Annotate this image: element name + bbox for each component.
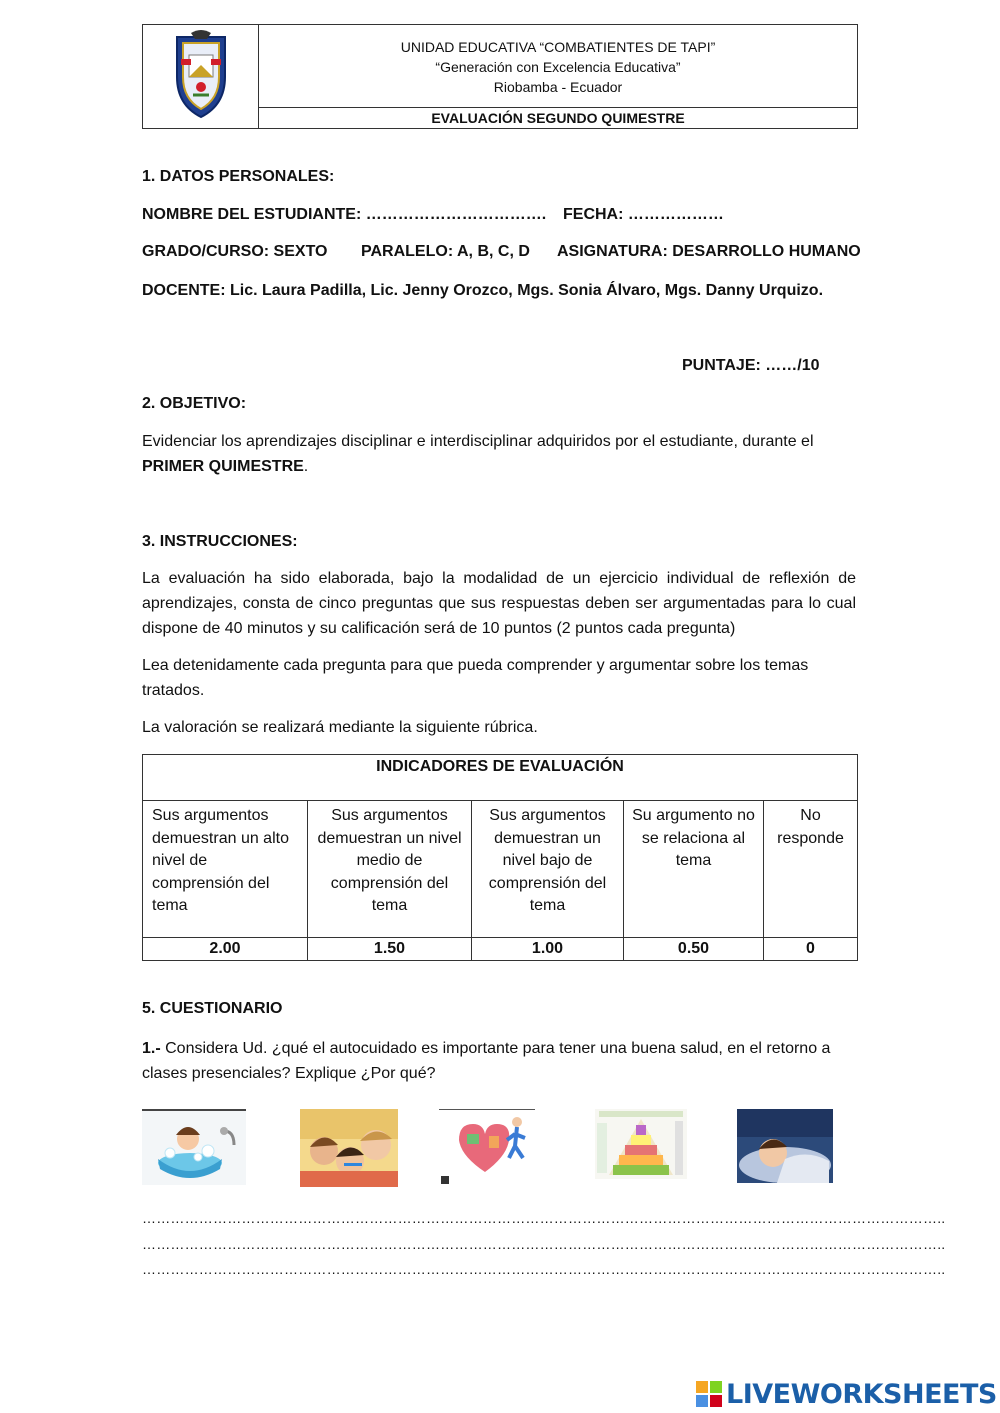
instructions-paragraph-2: Lea detenidamente cada pregunta para que pueda comprender y argumentar sobre los temas tratados. bbox=[142, 657, 809, 699]
liveworksheets-wordmark: LIVEWORKSHEETS bbox=[726, 1378, 997, 1410]
instructions-paragraph-1: La evaluación ha sido elaborada, bajo la modalidad de un ejercicio individual de reflexión de aprendizajes, consta de cinco preguntas que sus respuestas deben ser argumentadas para lo cual dispone de 40 minutos y su calificación será de 10 puntos (2 puntos cada pregunta) bbox=[142, 570, 856, 637]
objective-text-main: Evidenciar los aprendizajes disciplinar e interdisciplinar adquiridos por el estudiante, durante el bbox=[142, 433, 814, 450]
exam-title: EVALUACIÓN SEGUNDO QUIMESTRE bbox=[259, 107, 857, 128]
subject-label: ASIGNATURA: DESARROLLO HUMANO bbox=[557, 243, 861, 260]
rubric-indicator-low: Sus argumentos demuestran un nivel bajo de comprensión del tema bbox=[472, 801, 624, 937]
rubric-indicator-no-answer: No responde bbox=[777, 807, 844, 847]
question-1 bbox=[142, 1036, 858, 1086]
section-personal-data-title: 1. DATOS PERSONALES: bbox=[142, 168, 335, 185]
school-motto: “Generación con Excelencia Educativa” bbox=[435, 59, 681, 75]
objective-text-end: . bbox=[303, 458, 309, 475]
rubric-score-low: 1.00 bbox=[472, 937, 624, 960]
section-questionnaire-title: 5. CUESTIONARIO bbox=[142, 1000, 283, 1017]
liveworksheets-logo bbox=[696, 1377, 997, 1411]
teachers-label: DOCENTE: Lic. Laura Padilla, Lic. Jenny Orozco, Mgs. Sonia Álvaro, Mgs. Danny Urquizo. bbox=[142, 282, 824, 299]
answer-line-3[interactable]: …………………………………………………………………………………………………………………………………………………….. bbox=[142, 1261, 946, 1277]
grade-label: GRADO/CURSO: SEXTO bbox=[142, 243, 328, 260]
objective-text-emphasis: PRIMER QUIMESTRE bbox=[142, 458, 304, 475]
school-city: Riobamba - Ecuador bbox=[493, 79, 623, 95]
rubric-table bbox=[142, 754, 858, 961]
school-logo-cell bbox=[143, 25, 259, 128]
document-header bbox=[142, 24, 858, 129]
objective-text bbox=[142, 429, 854, 479]
instructions-paragraph-3: La valoración se realizará mediante la siguiente rúbrica. bbox=[142, 719, 538, 736]
school-crest-icon bbox=[143, 25, 258, 128]
bath-image bbox=[142, 1109, 246, 1185]
answer-line-1[interactable]: …………………………………………………………………………………………………………………………………………………….. bbox=[142, 1210, 946, 1226]
rubric-score-unrelated: 0.50 bbox=[624, 937, 764, 960]
answer-line-2[interactable]: …………………………………………………………………………………………………………………………………………………….. bbox=[142, 1236, 946, 1252]
section-instructions-title: 3. INSTRUCCIONES: bbox=[142, 533, 298, 550]
rubric-indicator-unrelated: Su argumento no se relaciona al tema bbox=[624, 801, 764, 937]
rubric-score-medium: 1.50 bbox=[308, 937, 472, 960]
student-name-field[interactable]: NOMBRE DEL ESTUDIANTE: ……………………………. bbox=[142, 206, 547, 223]
question-1-number: 1.- bbox=[142, 1040, 161, 1057]
rubric-score-high: 2.00 bbox=[143, 937, 308, 960]
healthy-heart-running-image bbox=[439, 1109, 535, 1186]
question-1-text: Considera Ud. ¿qué el autocuidado es importante para tener una buena salud, en el retorno a clases presenciales? Explique ¿Por qué? bbox=[142, 1040, 831, 1082]
children-brushing-teeth-image bbox=[300, 1109, 398, 1187]
section-objective-title: 2. OBJETIVO: bbox=[142, 395, 247, 412]
liveworksheets-badge-icon bbox=[696, 1381, 722, 1407]
school-name: UNIDAD EDUCATIVA “COMBATIENTES DE TAPI” bbox=[400, 39, 716, 55]
parallel-label: PARALELO: A, B, C, D bbox=[361, 243, 530, 260]
header-text-block bbox=[259, 25, 857, 119]
date-field[interactable]: FECHA: ……………… bbox=[563, 206, 724, 223]
food-pyramid-image bbox=[595, 1109, 687, 1179]
score-field[interactable]: PUNTAJE: ……/10 bbox=[682, 357, 820, 374]
rubric-title: INDICADORES DE EVALUACIÓN bbox=[143, 755, 857, 801]
rubric-indicator-medium: Sus argumentos demuestran un nivel medio de comprensión del tema bbox=[308, 801, 472, 937]
child-sleeping-image bbox=[737, 1109, 833, 1183]
rubric-score-no-answer: 0 bbox=[764, 937, 857, 960]
rubric-indicator-high: Sus argumentos demuestran un alto nivel de comprensión del tema bbox=[143, 801, 308, 937]
